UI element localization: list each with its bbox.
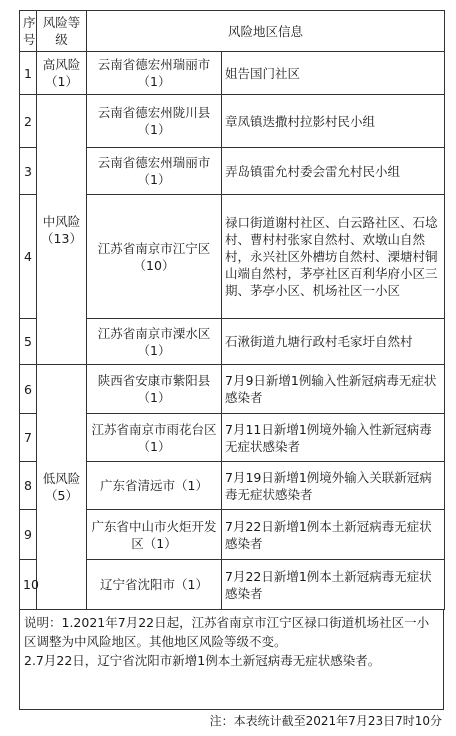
row-region: 江苏省南京市江宁区（10）: [87, 195, 222, 319]
row-index: 5: [20, 319, 37, 365]
row-region: 广东省中山市火炬开发区（1）: [87, 510, 222, 560]
row-region: 广东省清远市（1）: [87, 462, 222, 510]
level-high: 高风险（1）: [37, 52, 87, 95]
row-index: 2: [20, 95, 37, 148]
row-detail: 7月11日新增1例境外输入性新冠病毒无症状感染者: [222, 414, 445, 462]
table-header-row: [20, 11, 445, 52]
row-index: 8: [20, 462, 37, 510]
row-region: 陕西省安康市紫阳县（1）: [87, 365, 222, 414]
row-index: 7: [20, 414, 37, 462]
table-row: [20, 365, 445, 414]
level-low: 低风险（5）: [37, 365, 87, 610]
row-detail: 石湫街道九塘行政村毛家圩自然村: [222, 319, 445, 365]
risk-table-container: [19, 10, 444, 710]
row-index: 3: [20, 148, 37, 195]
row-region: 辽宁省沈阳市（1）: [87, 560, 222, 610]
table-row: [20, 95, 445, 148]
row-detail: 弄岛镇雷允村委会雷允村民小组: [222, 148, 445, 195]
row-detail: 7月22日新增1例本土新冠病毒无症状感染者: [222, 560, 445, 610]
header-info: 风险地区信息: [87, 11, 445, 52]
header-level: 风险等级: [37, 11, 87, 52]
notes-box: [19, 610, 444, 710]
row-region: 云南省德宏州瑞丽市（1）: [87, 52, 222, 95]
row-region: 云南省德宏州瑞丽市（1）: [87, 148, 222, 195]
note-line-1: 说明：1.2021年7月22日起，江苏省南京市江宁区禄口街道机场社区一小区调整为中风险地区。其他地区风险等级不变。: [24, 615, 430, 649]
row-region: 云南省德宏州陇川县（1）: [87, 95, 222, 148]
header-index: 序号: [20, 11, 37, 52]
row-index: 6: [20, 365, 37, 414]
row-detail: 姐告国门社区: [222, 52, 445, 95]
table-row: [20, 52, 445, 95]
row-index: 9: [20, 510, 37, 560]
row-detail: 禄口街道谢村社区、白云路社区、石埝村、曹村村张家自然村、欢墩山自然村，永兴社区外槽坊自然村、溧塘村铜山端自然村，茅亭社区百利华府小区三期、茅亭小区、机场社区一小区: [222, 195, 445, 319]
level-mid: 中风险（13）: [37, 95, 87, 365]
row-index: 1: [20, 52, 37, 95]
row-region: 江苏省南京市雨花台区（1）: [87, 414, 222, 462]
row-detail: 7月19日新增1例境外输入关联新冠病毒无症状感染者: [222, 462, 445, 510]
row-index: 4: [20, 195, 37, 319]
risk-area-table: [19, 10, 445, 610]
row-region: 江苏省南京市溧水区（1）: [87, 319, 222, 365]
row-index: 10: [20, 560, 37, 610]
row-detail: 7月22日新增1例本土新冠病毒无症状感染者: [222, 510, 445, 560]
footer-note: 注：本表统计截至2021年7月23日7时10分: [209, 714, 442, 728]
note-line-2: 2.7月22日，辽宁省沈阳市新增1例本土新冠病毒无症状感染者。: [24, 653, 381, 668]
row-detail: 7月9日新增1例输入性新冠病毒无症状感染者: [222, 365, 445, 414]
row-detail: 章凤镇迭撒村拉影村民小组: [222, 95, 445, 148]
